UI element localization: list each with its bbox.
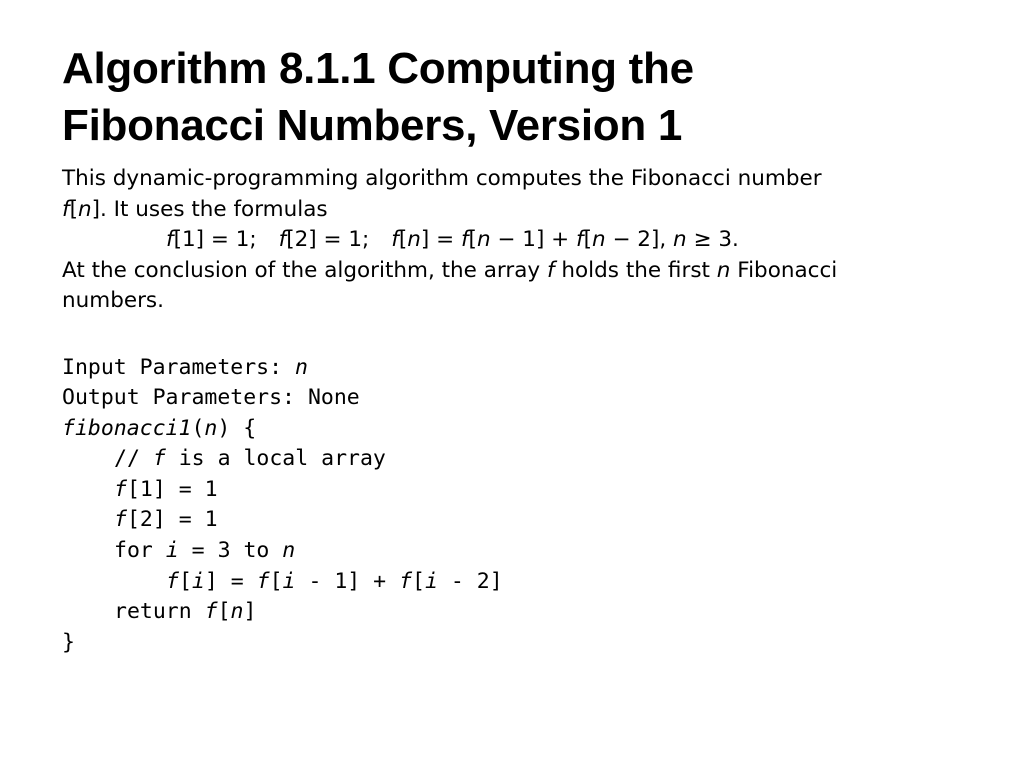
math-n: n	[77, 196, 92, 222]
code-punct: }	[62, 629, 75, 655]
description-text: holds the first	[554, 257, 717, 283]
code-var-n: n	[295, 354, 308, 380]
code-var-f: f	[114, 476, 127, 502]
title-line-1: Algorithm 8.1.1 Computing the	[62, 44, 694, 93]
description-text: Fibonacci	[730, 257, 838, 283]
code-var-i: i	[191, 568, 205, 594]
title-line-2: Fibonacci Numbers, Version 1	[62, 101, 683, 150]
code-var-f: f	[399, 568, 413, 594]
code-keyword: return	[114, 599, 205, 625]
code-punct: ) {	[217, 415, 257, 441]
code-text: [1] = 1	[126, 476, 218, 502]
formula-equals: ] =	[420, 227, 461, 252]
code-var-n: n	[230, 599, 244, 625]
code-text: - 1] +	[295, 568, 400, 594]
code-var-n: n	[204, 415, 218, 441]
math-f: f	[278, 227, 287, 252]
description-line-5	[62, 286, 992, 317]
algorithm-description	[62, 164, 992, 317]
math-n: n	[476, 227, 491, 252]
math-f: f	[576, 227, 584, 252]
math-bracket: [	[398, 227, 408, 252]
slide	[62, 40, 992, 658]
code-var-i: i	[424, 568, 438, 594]
code-comment: is a local array	[165, 446, 386, 472]
description-line-2	[62, 195, 992, 226]
math-f: f	[391, 227, 399, 252]
code-var-f: f	[256, 568, 270, 594]
code-var-f: f	[204, 599, 218, 625]
code-punct: ]	[243, 599, 257, 625]
description-line-4	[62, 256, 992, 287]
fibonacci-formula	[62, 225, 992, 256]
math-f: f	[62, 196, 70, 222]
math-n: n	[591, 227, 606, 252]
for-loop-line	[62, 536, 992, 567]
pseudocode-block	[62, 353, 992, 659]
output-parameters-line	[62, 383, 992, 414]
description-text: ]. It uses the formulas	[91, 196, 328, 222]
return-line	[62, 597, 992, 628]
description-line-1	[62, 164, 992, 195]
code-punct: (	[191, 415, 205, 441]
code-punct: [	[412, 568, 425, 594]
formula-condition: ≥ 3.	[686, 227, 739, 252]
code-var-n: n	[282, 538, 296, 564]
code-text: [2] = 1	[126, 507, 218, 533]
formula-base-1: [1] = 1;	[173, 227, 257, 252]
math-n: n	[673, 227, 687, 252]
code-var-i: i	[165, 538, 179, 564]
function-signature-line	[62, 414, 992, 445]
input-parameters-label: Input Parameters:	[62, 354, 295, 380]
code-text: ] =	[204, 568, 257, 594]
code-line-f2	[62, 505, 992, 536]
code-var-i: i	[282, 568, 296, 594]
code-line-f1	[62, 475, 992, 506]
page-title	[62, 40, 992, 154]
code-keyword: for	[114, 538, 166, 564]
comment-line	[62, 444, 992, 475]
math-f: f	[460, 227, 469, 252]
code-punct: [	[217, 599, 231, 625]
output-parameters-label: Output Parameters: None	[62, 385, 360, 411]
formula-term: − 1] +	[490, 227, 577, 252]
description-text: This dynamic-programming algorithm computes the Fibonacci number	[62, 166, 822, 191]
math-n: n	[407, 227, 421, 252]
code-var-f: f	[166, 568, 179, 594]
math-f: f	[546, 257, 555, 283]
code-text: = 3 to	[178, 538, 283, 564]
code-punct: [	[269, 568, 283, 594]
math-bracket: [	[583, 227, 592, 252]
math-bracket: [	[69, 196, 78, 222]
code-comment: //	[114, 446, 153, 472]
formula-term: − 2],	[605, 227, 674, 252]
closing-brace-line	[62, 628, 992, 659]
code-punct: [	[178, 568, 192, 594]
input-parameters-line	[62, 353, 992, 384]
code-var-f: f	[114, 507, 127, 533]
description-text: numbers.	[62, 288, 164, 313]
formula-base-2: [2] = 1;	[286, 227, 370, 252]
code-text: - 2]	[437, 568, 503, 594]
math-bracket: [	[468, 227, 477, 252]
loop-body-line	[62, 567, 992, 598]
description-text: At the conclusion of the algorithm, the array	[62, 257, 547, 283]
function-name: fibonacci1	[62, 415, 192, 441]
code-var-f: f	[152, 446, 166, 472]
math-f: f	[166, 227, 174, 252]
math-n: n	[716, 257, 731, 283]
